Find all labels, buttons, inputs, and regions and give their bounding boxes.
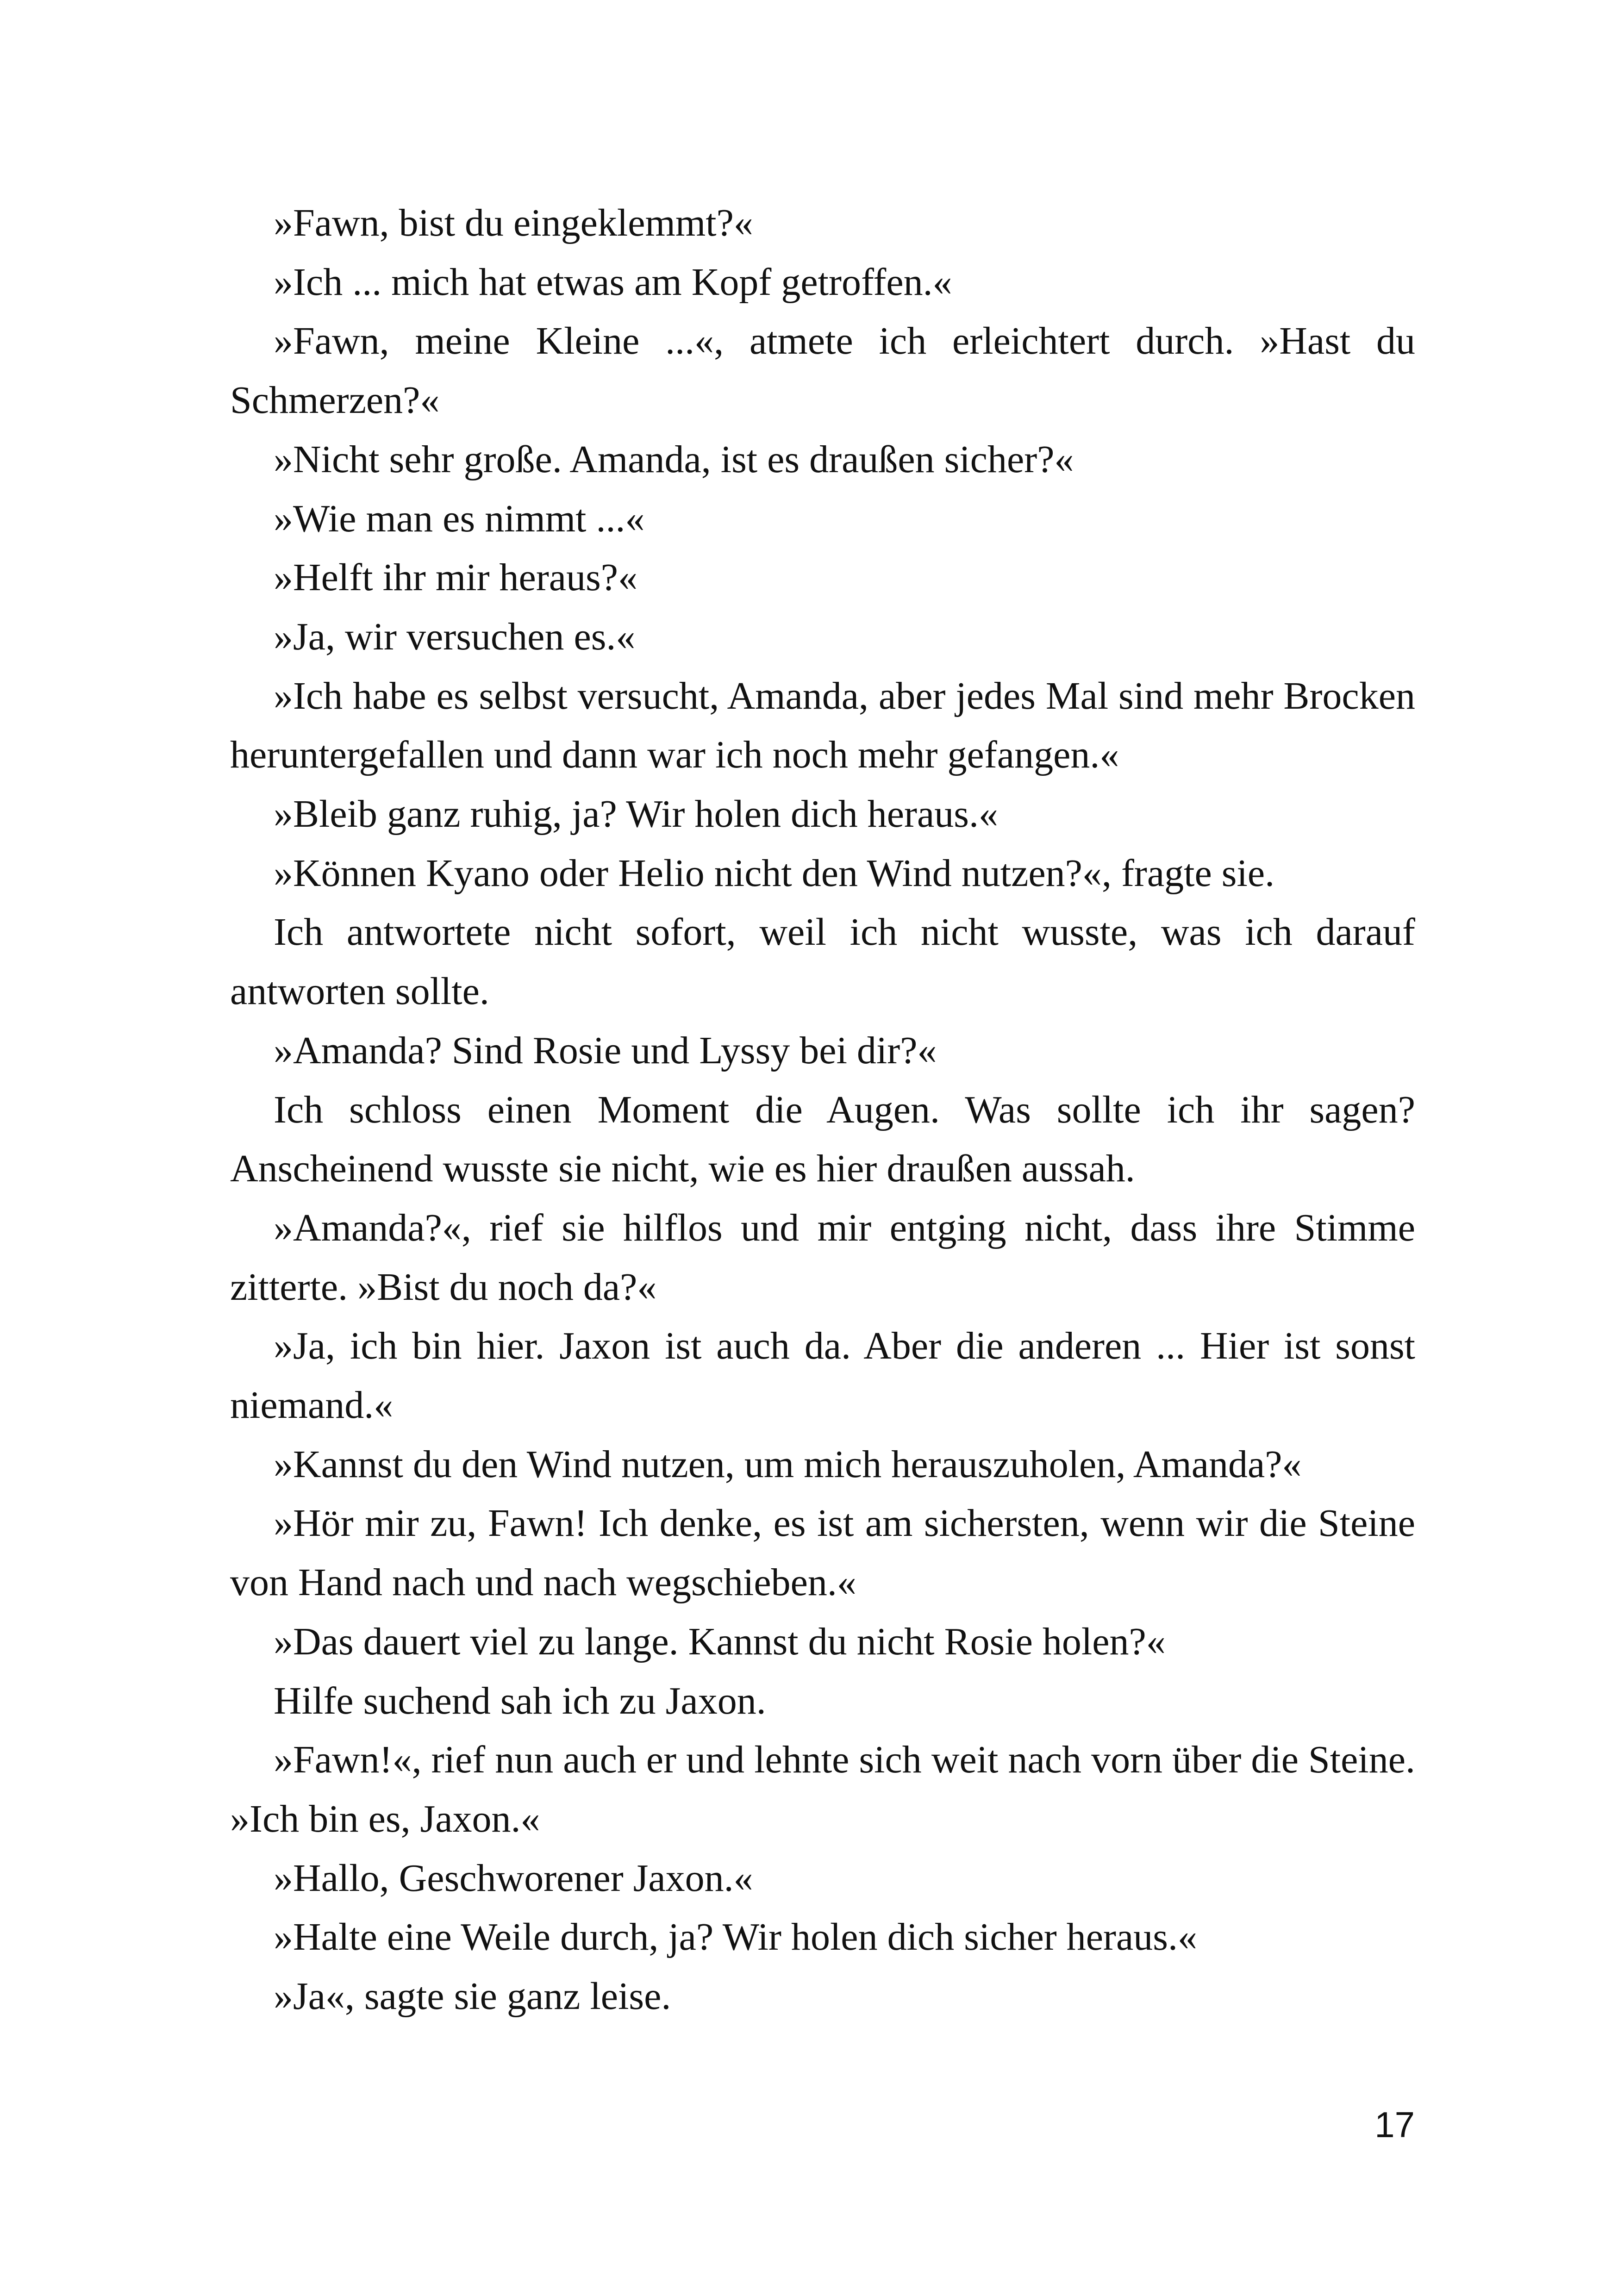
paragraph: »Helft ihr mir heraus?« bbox=[274, 556, 638, 599]
paragraph: Ich schloss einen Moment die Augen. Was sollte ich ihr sagen? Anscheinend wusste sie nicht, wie es hier draußen aussah. bbox=[230, 1088, 1415, 1191]
paragraph: Hilfe suchend sah ich zu Jaxon. bbox=[274, 1679, 766, 1722]
paragraph: »Fawn, meine Kleine ...«, atmete ich erleichtert durch. »Hast du Schmerzen?« bbox=[230, 319, 1415, 422]
paragraph: »Fawn!«, rief nun auch er und lehnte sich weit nach vorn über die Steine. »Ich bin es, Jaxon.« bbox=[230, 1738, 1415, 1840]
body-text bbox=[230, 193, 1415, 2026]
paragraph: »Das dauert viel zu lange. Kannst du nicht Rosie holen?« bbox=[274, 1620, 1166, 1663]
paragraph: »Ich ... mich hat etwas am Kopf getroffen.« bbox=[274, 260, 952, 304]
paragraph: »Ja«, sagte sie ganz leise. bbox=[274, 1975, 671, 2018]
paragraph: »Ja, wir versuchen es.« bbox=[274, 615, 636, 658]
paragraph: »Hallo, Geschworener Jaxon.« bbox=[274, 1856, 753, 1900]
paragraph: »Amanda? Sind Rosie und Lyssy bei dir?« bbox=[274, 1029, 937, 1072]
paragraph: »Halte eine Weile durch, ja? Wir holen dich sicher heraus.« bbox=[274, 1915, 1197, 1959]
paragraph: »Wie man es nimmt ...« bbox=[274, 497, 645, 540]
paragraph: »Bleib ganz ruhig, ja? Wir holen dich heraus.« bbox=[274, 792, 998, 836]
paragraph: »Können Kyano oder Helio nicht den Wind nutzen?«, fragte sie. bbox=[274, 851, 1275, 895]
page-number: 17 bbox=[1374, 2104, 1415, 2145]
paragraph: »Kannst du den Wind nutzen, um mich herauszuholen, Amanda?« bbox=[274, 1442, 1302, 1486]
paragraph: »Hör mir zu, Fawn! Ich denke, es ist am sichersten, wenn wir die Steine von Hand nach und nach wegschieben.« bbox=[230, 1502, 1415, 1604]
paragraph: »Amanda?«, rief sie hilflos und mir entging nicht, dass ihre Stimme zitterte. »Bist du noch da?« bbox=[230, 1206, 1415, 1309]
paragraph: Ich antwortete nicht sofort, weil ich nicht wusste, was ich darauf antworten sollte. bbox=[230, 911, 1415, 1013]
paragraph: »Ich habe es selbst versucht, Amanda, aber jedes Mal sind mehr Brocken heruntergefallen und dann war ich noch mehr gefangen.« bbox=[230, 674, 1415, 777]
paragraph: »Fawn, bist du eingeklemmt?« bbox=[274, 201, 753, 244]
paragraph: »Ja, ich bin hier. Jaxon ist auch da. Aber die anderen ... Hier ist sonst niemand.« bbox=[230, 1324, 1415, 1427]
paragraph: »Nicht sehr große. Amanda, ist es draußen sicher?« bbox=[274, 437, 1074, 481]
